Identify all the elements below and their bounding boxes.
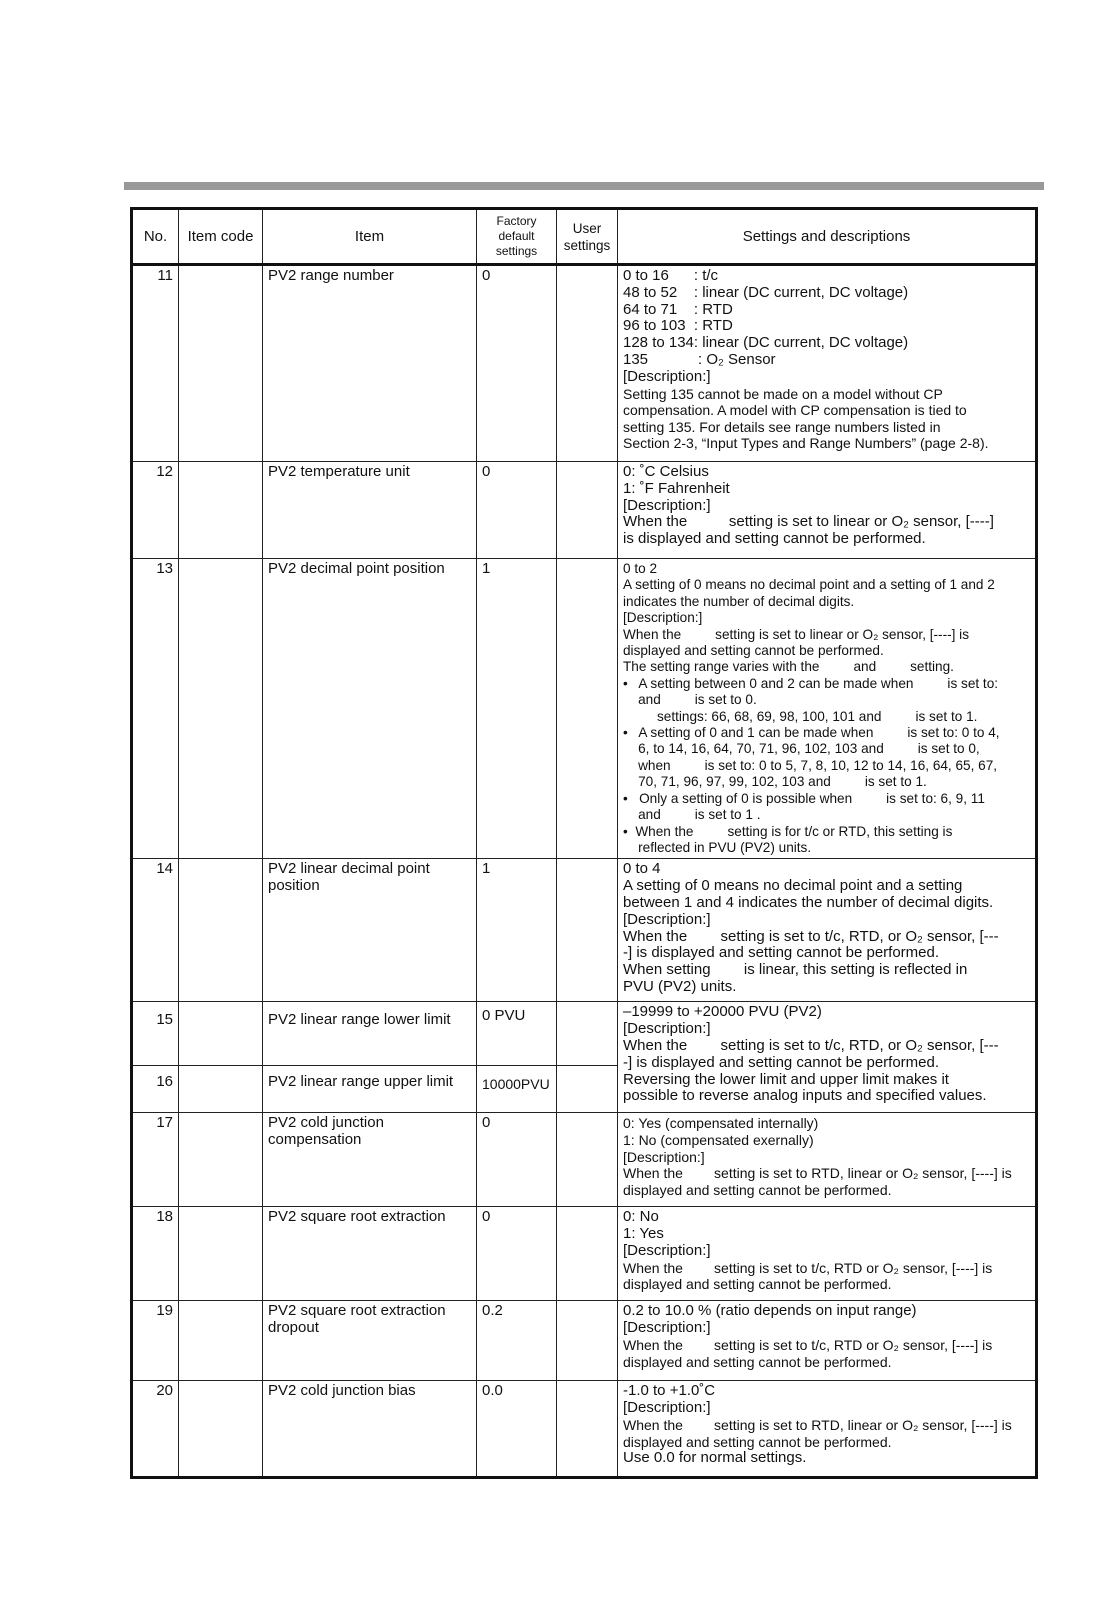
desc-line: When the setting is set to t/c, RTD or O₂ sensor, [----] is [623,1336,993,1353]
user-setting-cell [557,1113,618,1207]
description [618,559,1037,859]
factory-default: 0 PVU [477,1002,557,1066]
desc-line: [Description:] [623,610,703,626]
table-row [132,859,1037,1002]
factory-default: 1 [477,859,557,1002]
item-code-cell [179,559,263,859]
desc-line: setting 135. For details see range numbers listed in [623,418,941,435]
desc-line: 1: ˚F Fahrenheit [623,479,730,497]
description [618,859,1037,1002]
factory-default: 0.2 [477,1301,557,1381]
row-no: 18 [132,1207,179,1301]
item-name: PV2 linear decimal point position [263,859,477,1002]
desc-line: and is set to 0. [623,692,757,708]
col-header-user-settings: User settings [557,209,618,265]
row-no: 17 [132,1113,179,1207]
desc-line: settings: 66, 68, 69, 98, 100, 101 and is set to 1. [623,708,978,724]
item-code-cell [179,265,263,462]
desc-line: -] is displayed and setting cannot be performed. [623,944,940,962]
desc-line: 0 to 2 [623,561,658,576]
section-header-bar [124,182,1044,190]
factory-default: 0 [477,1113,557,1207]
col-header-item-code: Item code [179,209,263,265]
factory-default: 10000PVU [477,1066,557,1113]
col-header-no: No. [132,209,179,265]
user-setting-cell [557,859,618,1002]
table-row [132,265,1037,462]
item-name: PV2 square root extraction [263,1207,477,1301]
desc-line: 0 to 16 : t/c [623,267,719,284]
desc-line: When the setting is set to RTD, linear or O₂ sensor, [----] is [623,1416,1012,1433]
desc-line: -] is displayed and setting cannot be performed. [623,1053,940,1071]
desc-line: 0: Yes (compensated internally) [623,1115,819,1132]
row-no: 12 [132,462,179,559]
desc-line: displayed and setting cannot be performed. [623,643,884,659]
desc-line: • A setting of 0 and 1 can be made when is set to: 0 to 4, [623,725,1000,741]
desc-line: • Only a setting of 0 is possible when is set to: 6, 9, 11 [623,790,985,806]
col-header-settings-descriptions: Settings and descriptions [618,209,1037,265]
desc-line: possible to reverse analog inputs and specified values. [623,1087,987,1105]
desc-line: [Description:] [623,1399,711,1417]
desc-line: Use 0.0 for normal settings. [623,1449,807,1467]
description [618,1381,1037,1478]
desc-line: compensation. A model with CP compensation is tied to [623,402,967,419]
desc-line: When the setting is set to linear or O₂ sensor, [----] is [623,626,969,642]
row-no: 11 [132,265,179,462]
user-setting-cell [557,1002,618,1066]
user-setting-cell [557,559,618,859]
row-no: 20 [132,1381,179,1478]
item-code-cell [179,1113,263,1207]
item-name: PV2 linear range lower limit [263,1002,477,1066]
desc-line: • A setting between 0 and 2 can be made when is set to: [623,675,999,691]
desc-line: 48 to 52 : linear (DC current, DC voltage) [623,283,909,301]
desc-line: Reversing the lower limit and upper limit makes it [623,1070,949,1088]
desc-line: 1: No (compensated exernally) [623,1131,814,1148]
description [618,1113,1037,1207]
desc-line: When the setting is set to t/c, RTD, or O₂ sensor, [--- [623,927,999,945]
desc-line: • When the setting is for t/c or RTD, this setting is [623,823,953,839]
desc-line: [Description:] [623,367,711,385]
user-setting-cell [557,462,618,559]
item-name: PV2 cold junction compensation [263,1113,477,1207]
row-no: 14 [132,859,179,1002]
desc-line: 64 to 71 : RTD [623,300,733,318]
desc-line: A setting of 0 means no decimal point and a setting [623,877,963,895]
row-no: 15 [132,1002,179,1066]
desc-line: When the setting is set to t/c, RTD or O₂ sensor, [----] is [623,1259,993,1276]
table-row [132,1381,1037,1478]
desc-line: The setting range varies with the and setting. [623,659,954,675]
desc-line: –19999 to +20000 PVU (PV2) [623,1003,822,1021]
desc-line: [Description:] [623,496,711,514]
desc-line: 0.2 to 10.0 % (ratio depends on input range) [623,1302,917,1320]
desc-line: When the setting is set to linear or O₂ sensor, [----] [623,513,994,531]
desc-line: [Description:] [623,1319,711,1337]
description [618,462,1037,559]
description [618,1301,1037,1381]
item-code-cell [179,1002,263,1066]
desc-line: [Description:] [623,910,711,928]
factory-default: 0 [477,462,557,559]
item-name: PV2 square root extraction dropout [263,1301,477,1381]
desc-line: 70, 71, 96, 97, 99, 102, 103 and is set to 1. [623,774,927,790]
user-setting-cell [557,1381,618,1478]
description [618,1002,1037,1113]
factory-default: 0 [477,1207,557,1301]
item-code-cell [179,1381,263,1478]
desc-line: displayed and setting cannot be performed. [623,1276,892,1293]
desc-line: 0: ˚C Celsius [623,463,709,480]
desc-line: displayed and setting cannot be performed. [623,1353,892,1370]
desc-line: [Description:] [623,1020,711,1038]
item-name: PV2 temperature unit [263,462,477,559]
desc-line: When the setting is set to RTD, linear or O₂ sensor, [----] is [623,1165,1012,1182]
table-row [132,462,1037,559]
desc-line: is displayed and setting cannot be performed. [623,530,926,548]
item-name: PV2 cold junction bias [263,1381,477,1478]
table-row [132,1002,1037,1066]
item-name: PV2 linear range upper limit [263,1066,477,1113]
row-no: 13 [132,559,179,859]
desc-line: 6, to 14, 16, 64, 70, 71, 96, 102, 103 and is set to 0, [623,741,980,757]
description [618,1207,1037,1301]
user-setting-cell [557,1207,618,1301]
desc-line: when is set to: 0 to 5, 7, 8, 10, 12 to 14, 16, 64, 65, 67, [623,757,998,773]
description [618,265,1037,462]
table-row [132,1207,1037,1301]
desc-line: [Description:] [623,1241,711,1259]
desc-line: [Description:] [623,1148,705,1165]
desc-line: displayed and setting cannot be performed. [623,1433,892,1450]
col-header-item: Item [263,209,477,265]
factory-default: 0 [477,265,557,462]
desc-line: 0 to 4 [623,860,661,878]
item-code-cell [179,462,263,559]
table-header-row [132,209,1037,265]
desc-line: and is set to 1 . [623,807,761,823]
desc-line: Section 2-3, “Input Types and Range Numbers” (page 2-8). [623,435,989,452]
table-row [132,559,1037,859]
desc-line: 135 : O₂ Sensor [623,350,776,368]
table-row [132,1301,1037,1381]
desc-line: indicates the number of decimal digits. [623,593,855,609]
user-setting-cell [557,265,618,462]
desc-line: 96 to 103 : RTD [623,317,733,335]
table-row [132,1113,1037,1207]
item-code-cell [179,1301,263,1381]
desc-line: between 1 and 4 indicates the number of decimal digits. [623,893,994,911]
factory-default: 1 [477,559,557,859]
item-code-cell [179,1066,263,1113]
desc-line: -1.0 to +1.0˚C [623,1382,716,1400]
factory-default: 0.0 [477,1381,557,1478]
desc-line: 1: Yes [623,1225,664,1243]
col-header-factory-default: Factory default settings [477,209,557,265]
user-setting-cell [557,1301,618,1381]
desc-line: reflected in PVU (PV2) units. [623,839,812,855]
settings-table [130,207,1038,1479]
desc-line: PVU (PV2) units. [623,977,737,995]
desc-line: When setting is linear, this setting is reflected in [623,961,968,979]
desc-line: When the setting is set to t/c, RTD, or O₂ sensor, [--- [623,1036,999,1054]
item-code-cell [179,859,263,1002]
desc-line: displayed and setting cannot be performed. [623,1181,892,1198]
desc-line: 128 to 134: linear (DC current, DC voltage) [623,334,909,352]
row-no: 16 [132,1066,179,1113]
desc-line: Setting 135 cannot be made on a model without CP [623,385,943,402]
item-code-cell [179,1207,263,1301]
item-name: PV2 range number [263,265,477,462]
desc-line: 0: No [623,1208,659,1226]
user-setting-cell [557,1066,618,1113]
item-name: PV2 decimal point position [263,559,477,859]
row-no: 19 [132,1301,179,1381]
desc-line: A setting of 0 means no decimal point and a setting of 1 and 2 [623,577,995,593]
